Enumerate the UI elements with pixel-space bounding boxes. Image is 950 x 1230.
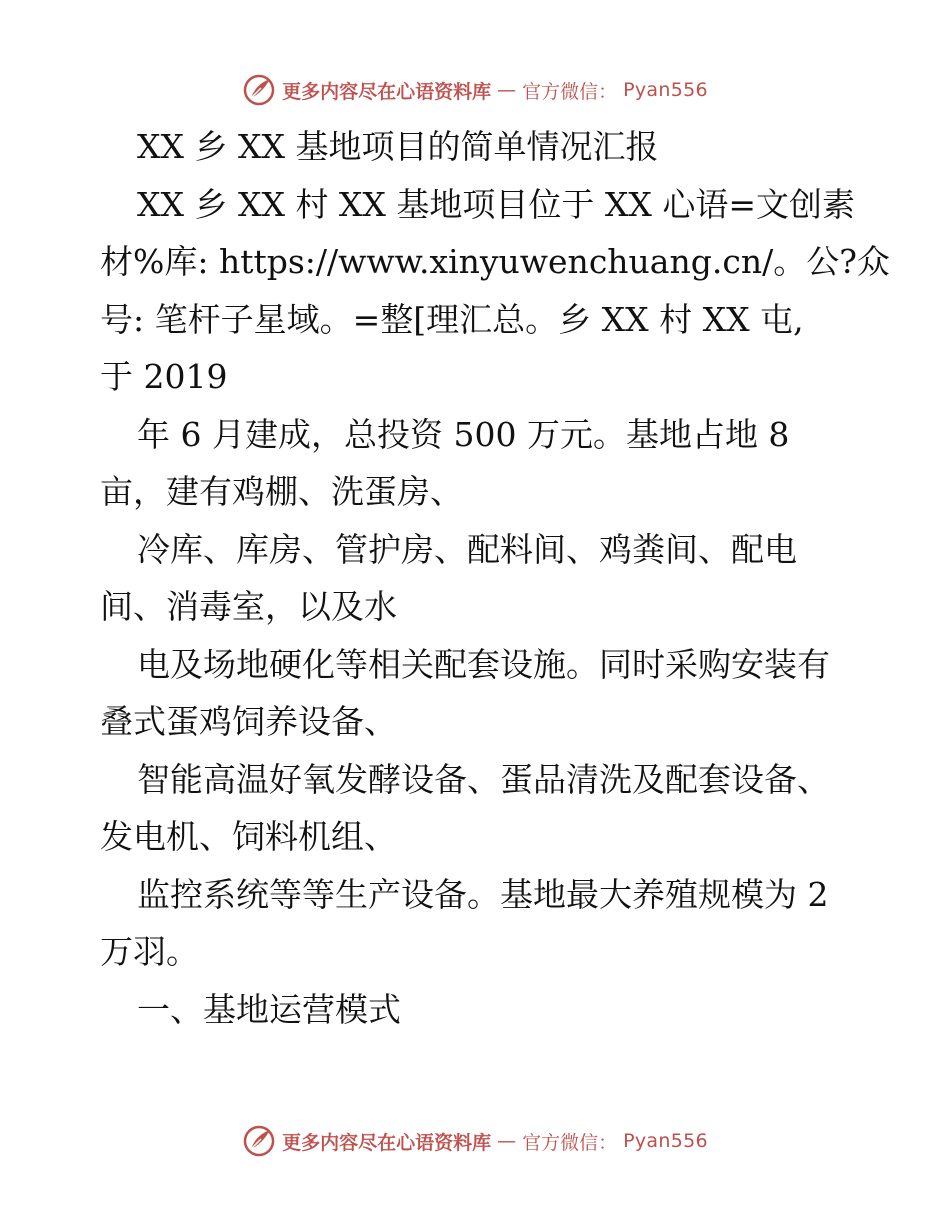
document-title: XX 乡 XX 基地项目的简单情况汇报 <box>137 127 659 166</box>
leaf-pen-logo-icon <box>242 73 276 107</box>
watermark-wechat-id: Pyan556 <box>623 1130 708 1152</box>
paragraph-line: XX 乡 XX 村 XX 基地项目位于 XX 心语=文创素 <box>137 184 856 224</box>
paragraph-line: 监控系统等等生产设备。基地最大养殖规模为 2 <box>137 874 829 914</box>
watermark-text: 更多内容尽在心语资料库 <box>282 1131 492 1154</box>
paragraph-line: 电及场地硬化等相关配套设施。同时采购安装有 <box>137 644 830 684</box>
watermark-wechat-id: Pyan556 <box>623 79 708 101</box>
paragraph-line: 发电机、饲料机组、 <box>100 817 397 856</box>
paragraph-line: 叠式蛋鸡饲养设备、 <box>100 702 397 741</box>
paragraph-line: 冷库、库房、管护房、配料间、鸡粪间、配电 <box>137 529 797 569</box>
paragraph-line: 号: 笔杆子星域。=整[理汇总。乡 XX 村 XX 屯, <box>100 299 804 339</box>
paragraph-line: 智能高温好氧发酵设备、蛋品清洗及配套设备、 <box>137 759 830 799</box>
watermark-wechat-label: 官方微信： <box>522 1131 618 1154</box>
paragraph-line: 亩，建有鸡棚、洗蛋房、 <box>100 472 463 511</box>
header-watermark <box>0 73 950 107</box>
document-body <box>100 118 890 1038</box>
watermark-wechat-label: 官方微信： <box>522 80 618 103</box>
watermark-separator: — <box>497 1130 517 1152</box>
section-heading: 一、基地运营模式 <box>137 989 401 1029</box>
watermark-separator: — <box>497 79 517 101</box>
leaf-pen-logo-icon <box>242 1124 276 1158</box>
watermark-text: 更多内容尽在心语资料库 <box>282 80 492 103</box>
paragraph-line: 万羽。 <box>100 932 199 971</box>
paragraph-line: 年 6 月建成，总投资 500 万元。基地占地 8 <box>137 414 790 454</box>
footer-watermark <box>0 1124 950 1158</box>
paragraph-line: 于 2019 <box>100 357 228 396</box>
paragraph-line: 间、消毒室，以及水 <box>100 587 397 626</box>
paragraph-line: 材%库: https://www.xinyuwenchuang.cn/。公?众 <box>100 242 890 281</box>
